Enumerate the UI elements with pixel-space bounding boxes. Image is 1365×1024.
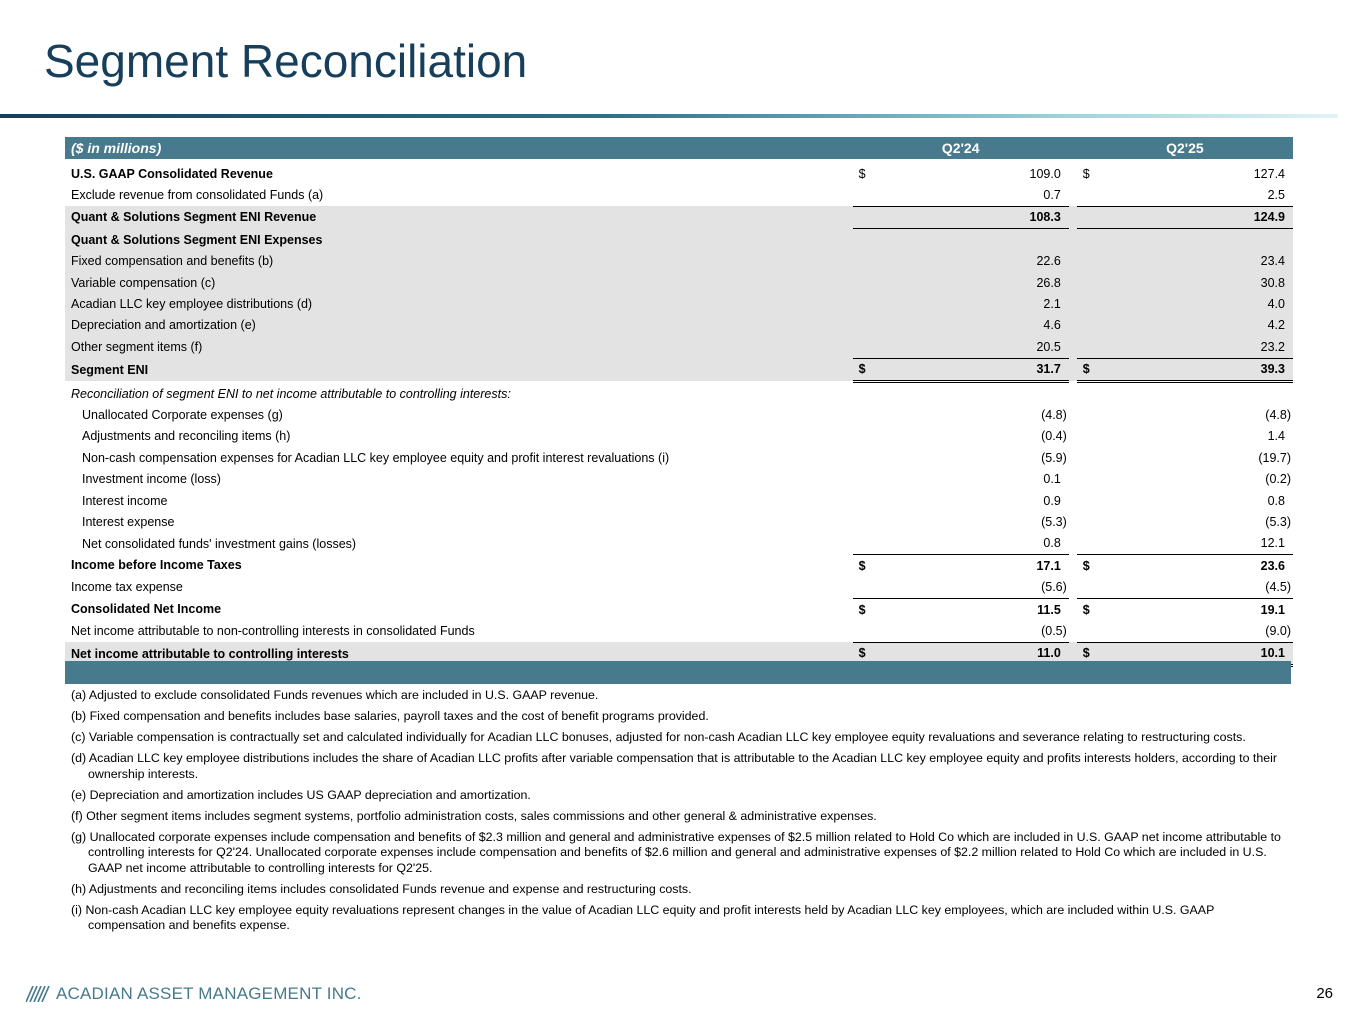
- value-q2-24: (5.6): [883, 576, 1069, 598]
- dollar-sign: $: [1082, 602, 1090, 617]
- row-label: Depreciation and amortization (e): [65, 315, 849, 336]
- dollar-sign: $: [1082, 166, 1090, 181]
- value-q2-24: 0.9: [1043, 493, 1061, 508]
- value-q2-25: 10.1: [1107, 642, 1293, 665]
- value-q2-25: (0.2): [1265, 472, 1291, 487]
- footnote-a: (a) Adjusted to exclude consolidated Funds revenues which are included in U.S. GAAP revenue.: [71, 688, 599, 702]
- period-header-q2-25: Q2'25: [1077, 137, 1293, 159]
- table-row: [65, 206, 1293, 228]
- value-q2-24: (5.3): [1041, 514, 1067, 529]
- row-label: Quant & Solutions Segment ENI Revenue: [65, 206, 849, 228]
- footnotes: [71, 688, 1291, 939]
- value-q2-25: 19.1: [1260, 602, 1285, 617]
- company-logo: [26, 983, 362, 1005]
- table-row: [65, 336, 1293, 358]
- value-q2-25: 39.3: [1107, 358, 1293, 381]
- row-label: Fixed compensation and benefits (b): [65, 251, 849, 272]
- row-label: Income before Income Taxes: [71, 558, 242, 573]
- row-label: Income tax expense: [71, 580, 183, 595]
- reconciliation-table-container: [65, 137, 1293, 667]
- table-footer-bar: [65, 661, 1291, 684]
- table-row: [65, 490, 1293, 511]
- table-row: [65, 576, 1293, 598]
- value-q2-25: 4.2: [1107, 315, 1293, 336]
- value-q2-24: (5.9): [1041, 450, 1067, 465]
- value-q2-25: 127.4: [1253, 166, 1285, 181]
- footnote-i: (i) Non-cash Acadian LLC key employee equity revaluations represent changes in the value of Acadian LLC equity and profit interests held by Acadian LLC key employees, which are included within U.S. GAAP compensation and benefits expense.: [71, 902, 1215, 932]
- footnote-e: (e) Depreciation and amortization includes US GAAP depreciation and amortization.: [71, 787, 531, 802]
- footnote-c: (c) Variable compensation is contractually set and calculated individually for Acadian LLC bonuses, adjusted for non-cash Acadian LLC key employee equity revaluations and severance relating to restructuring costs.: [71, 730, 1246, 744]
- table-row: [65, 511, 1293, 532]
- value-q2-25: 2.5: [1107, 184, 1293, 206]
- table-row: [65, 426, 1293, 447]
- table-row: [65, 447, 1293, 468]
- footnote-h: (h) Adjustments and reconciling items includes consolidated Funds revenue and expense and restructuring costs.: [71, 881, 692, 896]
- value-q2-25: 23.4: [1107, 251, 1293, 272]
- dollar-sign: $: [858, 602, 866, 617]
- row-label: Other segment items (f): [65, 336, 849, 358]
- row-label: Interest expense: [82, 514, 175, 529]
- row-label: Consolidated Net Income: [71, 602, 222, 617]
- value-q2-24: 17.1: [1036, 558, 1061, 573]
- value-q2-25: (4.5): [1107, 576, 1293, 598]
- table-row: [65, 293, 1293, 314]
- value-q2-24: 109.0: [1029, 166, 1061, 181]
- footnote-f: (f) Other segment items includes segment systems, portfolio administration costs, sales commissions and other general & administrative expenses.: [71, 808, 877, 823]
- table-row: [65, 468, 1293, 489]
- value-q2-25: 12.1: [1107, 533, 1293, 555]
- period-header-q2-24: Q2'24: [853, 137, 1069, 159]
- value-q2-25: (5.3): [1265, 514, 1291, 529]
- footnote-b: (b) Fixed compensation and benefits includes base salaries, payroll taxes and the cost of benefit programs provided.: [71, 709, 709, 723]
- row-label: Non-cash compensation expenses for Acadian LLC key employee equity and profit interest revaluations (i): [82, 450, 670, 465]
- value-q2-25: 23.6: [1260, 558, 1285, 573]
- value-q2-24: 11.5: [1037, 602, 1061, 617]
- title-divider: [0, 114, 1338, 118]
- value-q2-24: 4.6: [883, 315, 1069, 336]
- footnote-g: (g) Unallocated corporate expenses include compensation and benefits of $2.3 million and general and administrative expenses of $2.5 million related to Hold Co which are included in U.S. GAAP net income attributable to controlling interests for Q2'24. Unallocated corporate expenses include compensation and benefits of $2.6 million and general and administrative expenses of $2.2 million related to Hold Co which are included in U.S. GAAP net income attributable to controlling interests for Q2'25.: [71, 829, 1281, 875]
- value-q2-25: 30.8: [1107, 272, 1293, 293]
- value-q2-25: 124.9: [1107, 206, 1293, 228]
- table-row: [65, 184, 1293, 206]
- page-number: 26: [1316, 985, 1333, 1002]
- value-q2-25: 1.4: [1267, 429, 1285, 444]
- value-q2-24: 108.3: [883, 206, 1069, 228]
- table-row: [65, 555, 1293, 577]
- value-q2-24: (0.5): [883, 620, 1069, 642]
- row-label: Acadian LLC key employee distributions (d): [65, 293, 849, 314]
- value-q2-24: (4.8): [1041, 407, 1067, 422]
- table-header-row: [65, 137, 1293, 159]
- table-row: [65, 272, 1293, 293]
- value-q2-25: 4.0: [1107, 293, 1293, 314]
- row-label: Net income attributable to controlling interests: [65, 642, 849, 665]
- table-row: [65, 159, 1293, 184]
- table-row: [65, 358, 1293, 381]
- value-q2-25: (19.7): [1258, 450, 1291, 465]
- table-row: [65, 598, 1293, 620]
- table-row: [65, 620, 1293, 642]
- row-label: Adjustments and reconciling items (h): [82, 429, 291, 444]
- value-q2-25: (4.8): [1265, 407, 1291, 422]
- table-row: [65, 533, 1293, 555]
- row-label: Variable compensation (c): [65, 272, 849, 293]
- row-label: Investment income (loss): [82, 472, 221, 487]
- table-row: [65, 251, 1293, 272]
- value-q2-24: 31.7: [883, 358, 1069, 381]
- value-q2-24: 2.1: [883, 293, 1069, 314]
- value-q2-24: 0.1: [1043, 472, 1061, 487]
- value-q2-24: 0.8: [883, 533, 1069, 555]
- value-q2-24: 11.0: [883, 642, 1069, 665]
- dollar-sign: $: [1077, 358, 1107, 381]
- row-label: Net income attributable to non-controlling interests in consolidated Funds: [71, 624, 475, 639]
- footnote-d: (d) Acadian LLC key employee distributions includes the share of Acadian LLC profits after variable compensation that is attributable to the Acadian LLC key employee equity and profits interests holders, according to their ownership interests.: [71, 751, 1278, 781]
- value-q2-25: 23.2: [1107, 336, 1293, 358]
- row-label: U.S. GAAP Consolidated Revenue: [71, 166, 273, 181]
- row-label: Unallocated Corporate expenses (g): [82, 407, 283, 422]
- row-label: Exclude revenue from consolidated Funds (a): [71, 188, 324, 203]
- dollar-sign: $: [853, 642, 883, 665]
- row-label: Segment ENI: [65, 358, 849, 381]
- dollar-sign: $: [858, 166, 866, 181]
- table-row: [65, 381, 1293, 404]
- value-q2-24: 20.5: [883, 336, 1069, 358]
- table-row: [65, 404, 1293, 425]
- row-label: Interest income: [82, 493, 168, 508]
- dollar-sign: $: [858, 558, 866, 573]
- table-row: [65, 315, 1293, 336]
- value-q2-25: (9.0): [1107, 620, 1293, 642]
- company-name: ACADIAN ASSET MANAGEMENT INC.: [56, 984, 362, 1003]
- unit-label: ($ in millions): [65, 137, 849, 159]
- value-q2-24: 26.8: [883, 272, 1069, 293]
- value-q2-24: 0.7: [883, 184, 1069, 206]
- reconciliation-table: [65, 137, 1293, 667]
- page-title: Segment Reconciliation: [44, 35, 528, 87]
- value-q2-25: 0.8: [1267, 493, 1285, 508]
- row-label: Reconciliation of segment ENI to net income attributable to controlling interests:: [71, 386, 511, 401]
- dollar-sign: $: [853, 358, 883, 381]
- row-label: Quant & Solutions Segment ENI Expenses: [65, 229, 849, 251]
- table-row: [65, 229, 1293, 251]
- row-label: Net consolidated funds' investment gains (losses): [82, 536, 357, 551]
- value-q2-24: 22.6: [883, 251, 1069, 272]
- dollar-sign: $: [1082, 558, 1090, 573]
- dollar-sign: $: [1077, 642, 1107, 665]
- acadian-stripes-icon: [26, 986, 50, 1002]
- value-q2-24: (0.4): [1041, 429, 1067, 444]
